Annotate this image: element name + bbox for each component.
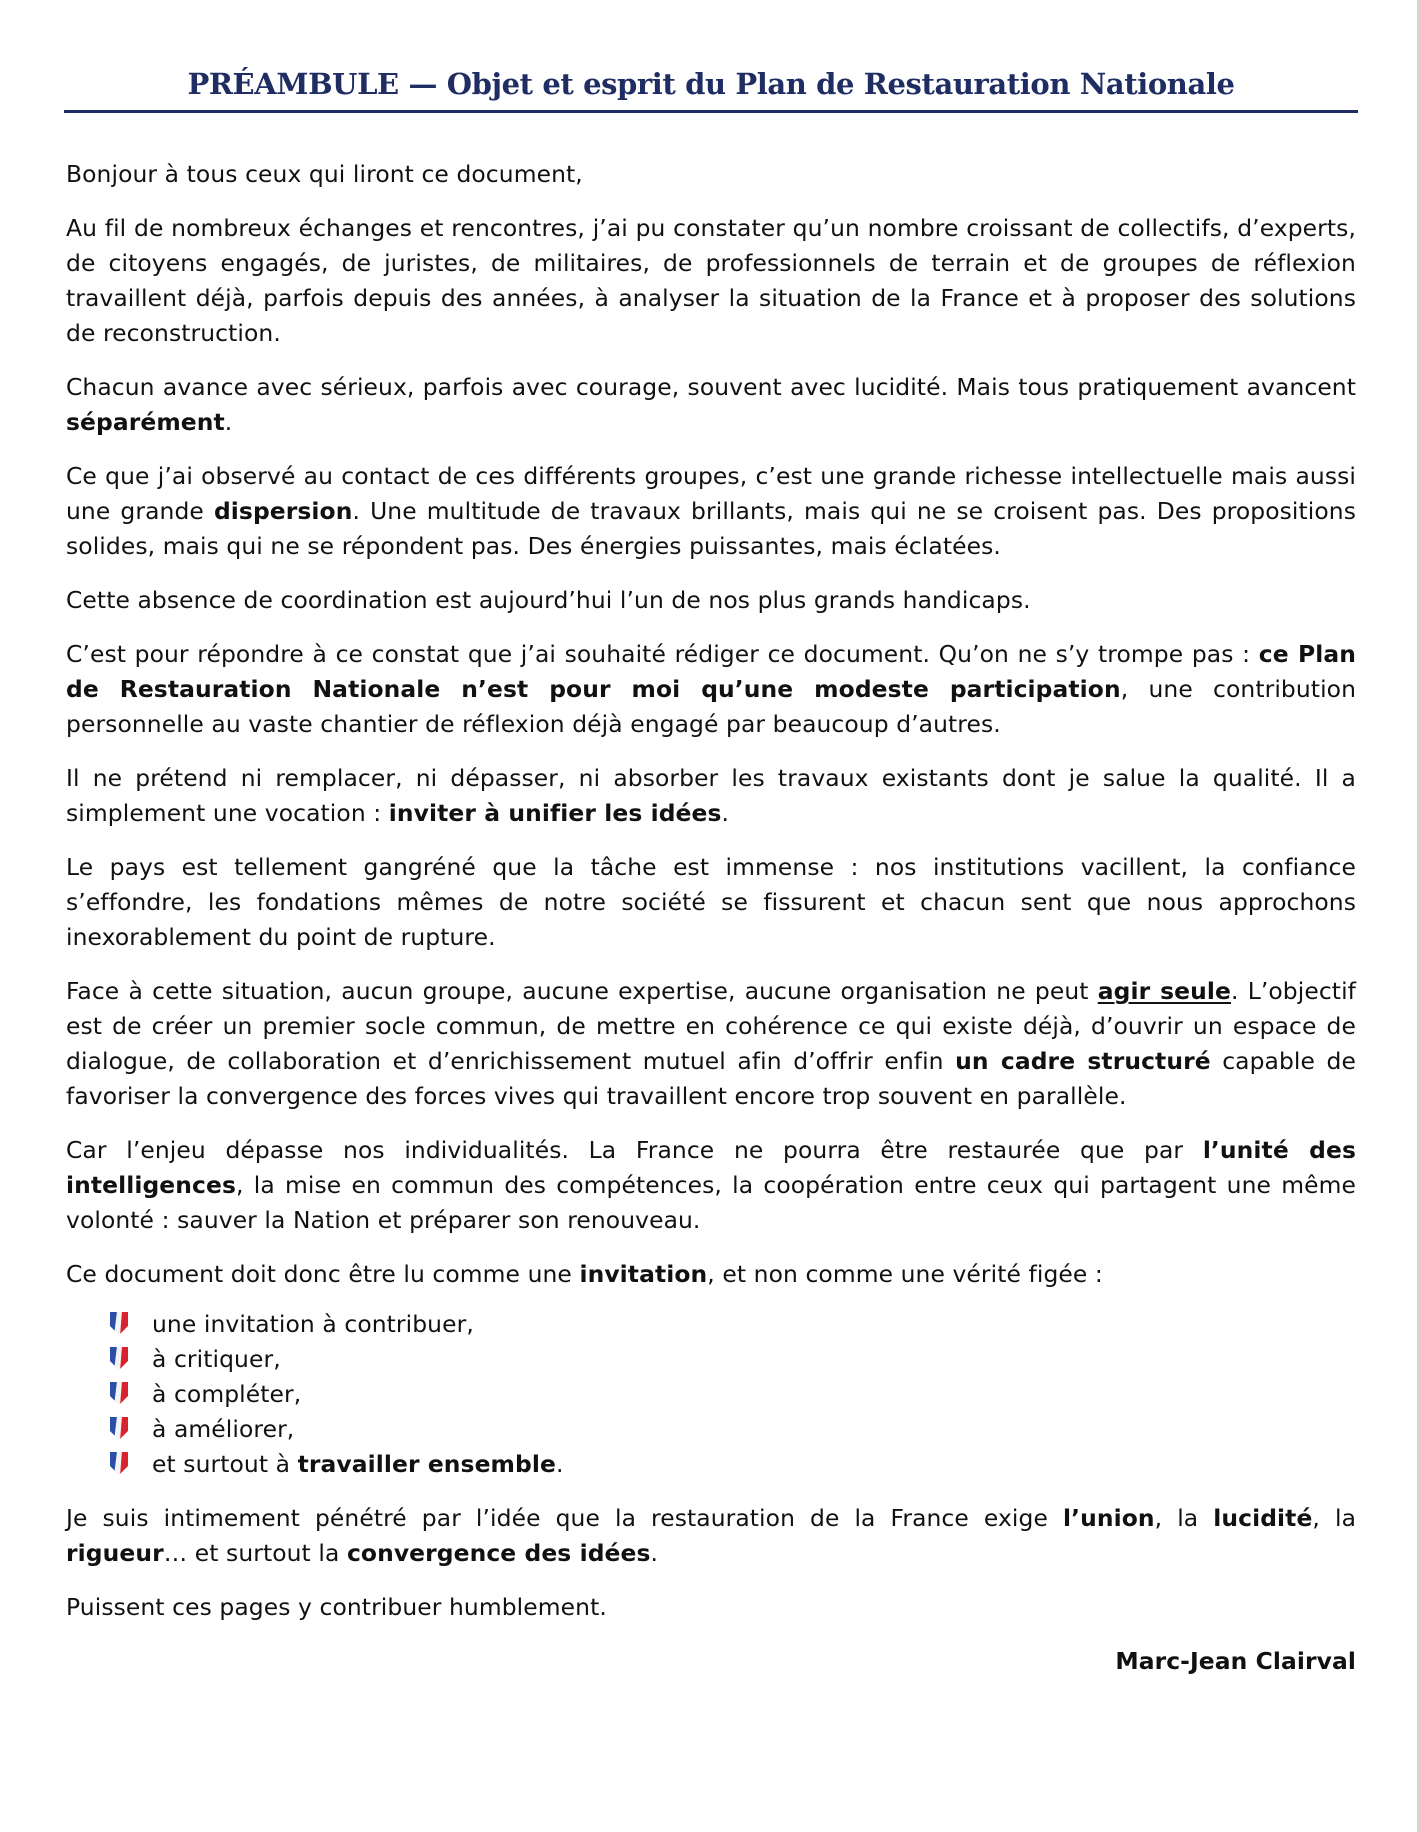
paragraph-7: Le pays est tellement gangréné que la tâche est immense : nos institutions vacillent, la confiance s’effondre, les fondations mêmes de notre société se fissurent et chacun sent que nous approchons inexorablement du point de rupture.: [66, 853, 1356, 951]
list-item: [66, 1342, 1356, 1377]
signature: Marc-Jean Clairval: [1115, 1647, 1356, 1675]
text: Ce que j’ai observé au contact de ces différents groupes, c’est une grande richesse intellectuelle mais aussi une grande: [66, 462, 1356, 525]
paragraph-6: [66, 761, 1356, 831]
text: . L’objectif est de créer un premier socle commun, de mettre en cohérence ce qui existe déjà, d’ouvrir un espace de dialogue, de collaboration et d’enrichissement mutuel afin d’offrir enfin: [66, 977, 1356, 1075]
paragraph-2: [66, 370, 1356, 440]
underlined-emphasis: agir seule: [1097, 977, 1231, 1005]
text: Il ne prétend ni remplacer, ni dépasser, ni absorber les travaux existants dont je salue la qualité. Il a simplement une vocation :: [66, 764, 1356, 827]
list-item: [66, 1307, 1356, 1342]
emphasis: l’unité des intelligences: [66, 1136, 1356, 1199]
list-item: [66, 1377, 1356, 1412]
text: capable de favoriser la convergence des forces vives qui travaillent encore trop souvent en parallèle.: [66, 1047, 1356, 1110]
emphasis: ce Plan de Restauration Nationale n’est pour moi qu’une modeste participation: [66, 640, 1356, 703]
paragraph-11: [66, 1501, 1356, 1571]
emphasis: rigueur: [66, 1539, 164, 1567]
title-underline-rule: [64, 110, 1358, 113]
document-body: [66, 157, 1356, 1679]
text: , une contribution personnelle au vaste chantier de réflexion déjà engagé par beaucoup d’autres.: [66, 675, 1356, 738]
emphasis: l’union: [1062, 1504, 1155, 1532]
paragraph-10: [66, 1257, 1356, 1292]
text: , la: [1154, 1504, 1214, 1532]
paragraph-3: [66, 459, 1356, 564]
text: Car l’enjeu dépasse nos individualités. La France ne pourra être restaurée que par: [66, 1136, 1203, 1164]
french-flag-shield-icon: [109, 1381, 129, 1406]
emphasis: séparément: [66, 408, 225, 436]
list-item-text: à critiquer,: [152, 1345, 281, 1373]
list-item-text: à compléter,: [152, 1380, 302, 1408]
emphasis: dispersion: [213, 497, 353, 525]
text: . Une multitude de travaux brillants, mais qui ne se croisent pas. Des propositions solides, mais qui ne se répondent pas. Des énergies puissantes, mais éclatées.: [66, 497, 1356, 560]
text: Je suis intimement pénétré par l’idée que la restauration de la France exige: [66, 1504, 1063, 1532]
page-title: PRÉAMBULE — Objet et esprit du Plan de Restauration Nationale: [187, 67, 1235, 101]
text: , la: [1312, 1504, 1357, 1532]
text: Ce document doit donc être lu comme une: [66, 1260, 580, 1288]
french-flag-shield-icon: [109, 1451, 129, 1476]
emphasis: convergence des idées: [346, 1539, 651, 1567]
french-flag-shield-icon: [109, 1416, 129, 1441]
emphasis: un cadre structuré: [955, 1047, 1211, 1075]
greeting: Bonjour à tous ceux qui liront ce document,: [66, 160, 583, 188]
text: .: [721, 799, 730, 827]
text: … et surtout la: [163, 1539, 347, 1567]
text: C’est pour répondre à ce constat que j’ai souhaité rédiger ce document. Qu’on ne s’y trompe pas :: [66, 640, 1259, 668]
text: Face à cette situation, aucun groupe, aucune expertise, aucune organisation ne peut: [66, 977, 1098, 1005]
list-item-text: et surtout à: [152, 1450, 298, 1478]
paragraph-5: [66, 637, 1356, 742]
emphasis: invitation: [579, 1260, 708, 1288]
invitation-list: [66, 1307, 1356, 1482]
list-item: [66, 1447, 1356, 1482]
french-flag-shield-icon: [109, 1346, 129, 1371]
emphasis: travailler ensemble: [297, 1450, 556, 1478]
french-flag-shield-icon: [109, 1311, 129, 1336]
text: .: [650, 1539, 659, 1567]
paragraph-9: [66, 1133, 1356, 1238]
text: Chacun avance avec sérieux, parfois avec courage, souvent avec lucidité. Mais tous pratiquement avancent: [66, 373, 1356, 401]
paragraph-8: [66, 974, 1356, 1114]
text: , et non comme une vérité figée :: [707, 1260, 1103, 1288]
text: .: [224, 408, 233, 436]
list-item-text: à améliorer,: [152, 1415, 295, 1443]
text: , la mise en commun des compétences, la coopération entre ceux qui partagent une même volonté : sauver la Nation et préparer son renouveau.: [66, 1171, 1356, 1234]
paragraph-1: Au fil de nombreux échanges et rencontres, j’ai pu constater qu’un nombre croissant de collectifs, d’experts, de citoyens engagés, de juristes, de militaires, de professionnels de terrain et de groupes de réflexion travaillent déjà, parfois depuis des années, à analyser la situation de la France et à proposer des solutions de reconstruction.: [66, 214, 1356, 347]
emphasis: inviter à unifier les idées: [388, 799, 722, 827]
list-item-text: .: [555, 1450, 564, 1478]
emphasis: lucidité: [1213, 1504, 1313, 1532]
list-item: [66, 1412, 1356, 1447]
paragraph-4: Cette absence de coordination est aujourd’hui l’un de nos plus grands handicaps.: [66, 586, 1031, 614]
list-item-text: une invitation à contribuer,: [152, 1310, 474, 1338]
paragraph-12: Puissent ces pages y contribuer humblement.: [66, 1593, 607, 1621]
